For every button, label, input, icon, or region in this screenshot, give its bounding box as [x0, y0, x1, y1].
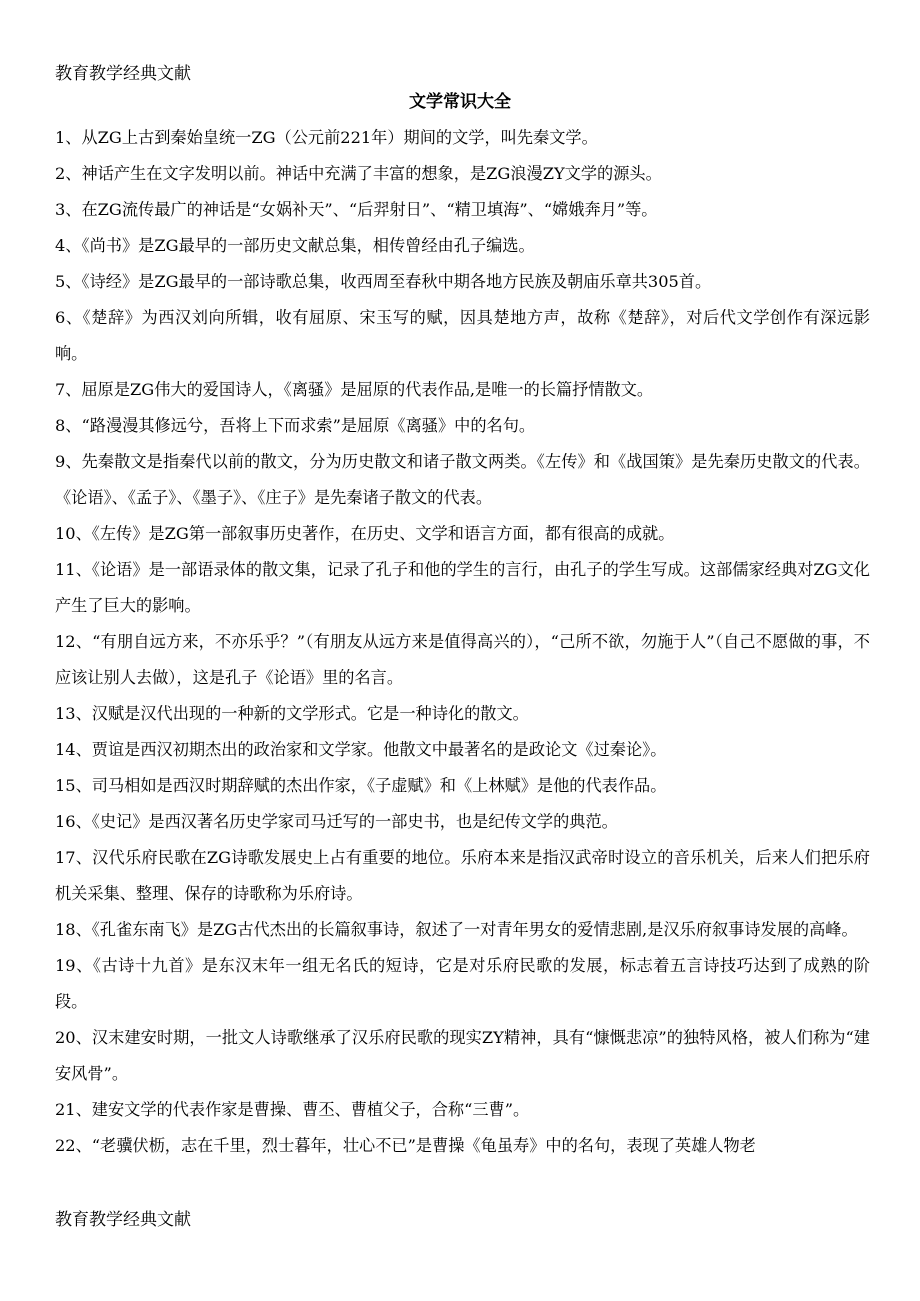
paragraph-4: 4、《尚书》是ZG最早的一部历史文献总集，相传曾经由孔子编选。: [55, 236, 535, 255]
paragraph-15: 15、司马相如是西汉时期辞赋的杰出作家，《子虚赋》和《上林赋》是他的代表作品。: [55, 776, 667, 795]
document-title: 文学常识大全: [409, 92, 511, 112]
paragraph-14: 14、贾谊是西汉初期杰出的政治家和文学家。他散文中最著名的是政论文《过秦论》。: [55, 740, 667, 759]
paragraph-11: 11、《论语》是一部语录体的散文集，记录了孔子和他的学生的言行，由孔子的学生写成。这部儒家经典对ZG文化产生了巨大的影响。: [55, 560, 870, 615]
paragraph-1: 1、从ZG上古到秦始皇统一ZG（公元前221年）期间的文学，叫先秦文学。: [55, 128, 598, 147]
page-footer: 教育教学经典文献: [55, 1210, 191, 1230]
paragraph-21: 21、建安文学的代表作家是曹操、曹丕、曹植父子，合称“三曹”。: [55, 1100, 530, 1119]
paragraph-5: 5、《诗经》是ZG最早的一部诗歌总集，收西周至春秋中期各地方民族及朝庙乐章共305首。: [55, 272, 712, 291]
paragraph-8: 8、“路漫漫其修远兮，吾将上下而求索”是屈原《离骚》中的名句。: [55, 416, 536, 435]
paragraph-18: 18、《孔雀东南飞》是ZG古代杰出的长篇叙事诗，叙述了一对青年男女的爱情悲剧,是汉乐府叙事诗发展的高峰。: [55, 920, 858, 939]
paragraph-3: 3、在ZG流传最广的神话是“女娲补天”、“后羿射日”、“精卫填海”、“嫦娥奔月”等。: [55, 200, 658, 219]
paragraph-2: 2、神话产生在文字发明以前。神话中充满了丰富的想象，是ZG浪漫ZY文学的源头。: [55, 164, 662, 183]
paragraph-12: 12、“有朋自远方来，不亦乐乎？”（有朋友从远方来是值得高兴的），“己所不欲，勿施于人”（自己不愿做的事，不应该让别人去做），这是孔子《论语》里的名言。: [55, 632, 870, 687]
paragraph-10: 10、《左传》是ZG第一部叙事历史著作，在历史、文学和语言方面，都有很高的成就。: [55, 524, 675, 543]
document-body: [55, 120, 870, 1164]
paragraph-13: 13、汉赋是汉代出现的一种新的文学形式。它是一种诗化的散文。: [55, 704, 529, 723]
paragraph-9: 9、先秦散文是指秦代以前的散文，分为历史散文和诸子散文两类。《左传》和《战国策》是先秦历史散文的代表。《论语》、《孟子》、《墨子》、《庄子》是先秦诸子散文的代表。: [55, 452, 870, 507]
paragraph-19: 19、《古诗十九首》是东汉末年一组无名氏的短诗，它是对乐府民歌的发展，标志着五言诗技巧达到了成熟的阶段。: [55, 956, 870, 1011]
paragraph-6: 6、《楚辞》为西汉刘向所辑，收有屈原、宋玉写的赋，因具楚地方声，故称《楚辞》，对后代文学创作有深远影响。: [55, 308, 870, 363]
page-header: 教育教学经典文献: [55, 64, 191, 84]
paragraph-16: 16、《史记》是西汉著名历史学家司马迁写的一部史书，也是纪传文学的典范。: [55, 812, 618, 831]
paragraph-17: 17、汉代乐府民歌在ZG诗歌发展史上占有重要的地位。乐府本来是指汉武帝时设立的音乐机关，后来人们把乐府机关采集、整理、保存的诗歌称为乐府诗。: [55, 848, 870, 903]
paragraph-20: 20、汉末建安时期，一批文人诗歌继承了汉乐府民歌的现实ZY精神，具有“慷慨悲凉”的独特风格，被人们称为“建安风骨”。: [55, 1028, 870, 1083]
paragraph-22: 22、“老骥伏枥，志在千里，烈士暮年，壮心不已”是曹操《龟虽寿》中的名句，表现了英雄人物老: [55, 1136, 756, 1155]
paragraph-7: 7、屈原是ZG伟大的爱国诗人，《离骚》是屈原的代表作品,是唯一的长篇抒情散文。: [55, 380, 654, 399]
